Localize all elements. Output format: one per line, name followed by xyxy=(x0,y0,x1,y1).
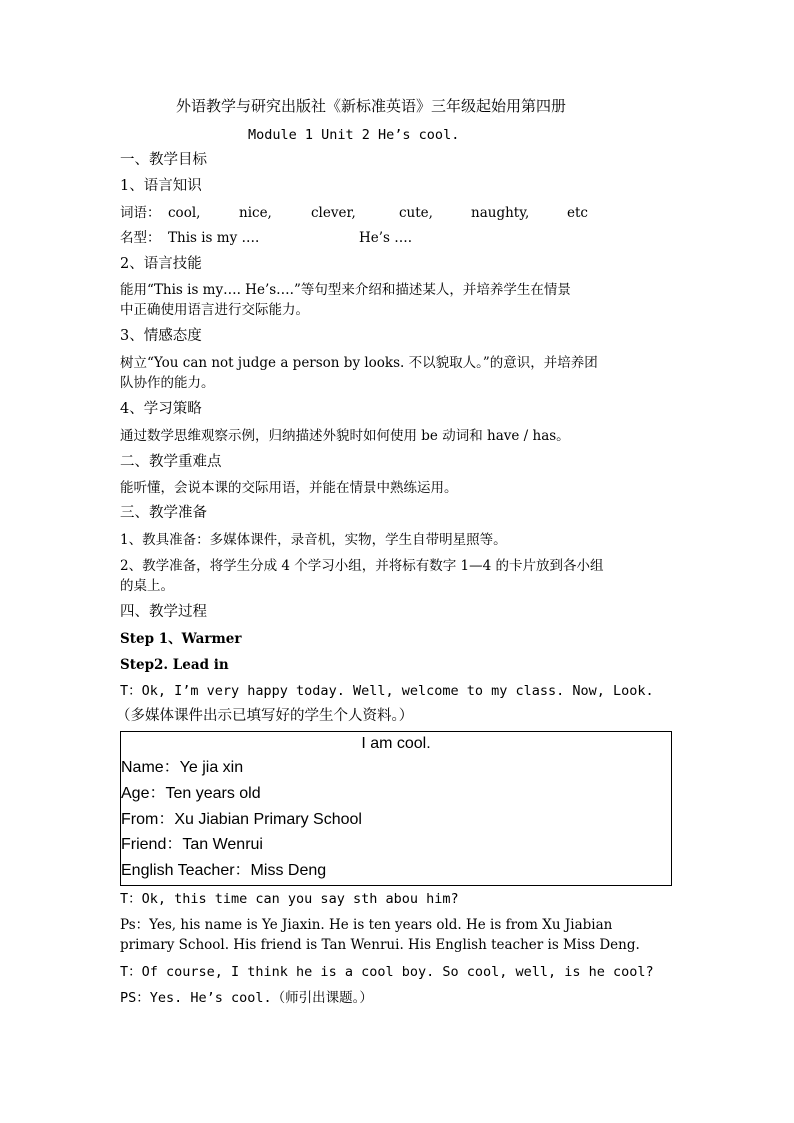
document-subtitle: Module 1 Unit 2 He’s cool. xyxy=(248,127,460,143)
preparation-item-2-line1: 2、教学准备，将学生分成 4 个学习小组，并将标有数字 1—4 的卡片放到各小组 xyxy=(120,558,604,574)
students-answer-2: PS：Yes. He’s cool.（师引出课题。） xyxy=(120,990,373,1006)
subheading-language-skills: 2、语言技能 xyxy=(120,256,202,272)
key-points-text: 能听懂，会说本课的交际用语，并能在情景中熟练运用。 xyxy=(120,480,458,496)
preparation-item-2-line2: 的桌上。 xyxy=(120,578,174,594)
document-title: 外语教学与研究出版社《新标准英语》三年级起始用第四册 xyxy=(176,97,567,115)
vocab-word: naughty, xyxy=(471,205,530,221)
student-profile-box xyxy=(120,731,672,886)
attitude-text-line1: 树立“You can not judge a person by looks. 不以貌取人。”的意识，并培养团 xyxy=(120,355,598,371)
section-heading-process: 四、教学过程 xyxy=(120,604,207,620)
subheading-language-knowledge: 1、语言知识 xyxy=(120,178,202,194)
profile-title: I am cool. xyxy=(361,735,431,752)
vocab-word: etc xyxy=(567,205,588,221)
note-multimedia: （多媒体课件出示已填写好的学生个人资料。） xyxy=(116,708,414,724)
skills-text-line2: 中正确使用语言进行交际能力。 xyxy=(120,302,309,318)
pattern-this-is-my: This is my …. xyxy=(168,230,260,246)
vocabulary-line xyxy=(120,203,680,223)
preparation-item-1: 1、教具准备：多媒体课件，录音机，实物，学生自带明星照等。 xyxy=(120,532,507,548)
students-answer-line2: primary School. His friend is Tan Wenrui. His English teacher is Miss Deng. xyxy=(120,937,640,953)
vocab-word: clever, xyxy=(311,205,356,221)
attitude-text-line2: 队协作的能力。 xyxy=(120,375,215,391)
subheading-attitude: 3、情感态度 xyxy=(120,328,202,344)
strategy-text: 通过数学思维观察示例，归纳描述外貌时如何使用 be 动词和 have / has。 xyxy=(120,428,570,444)
teacher-line-2: T：Ok, this time can you say sth abou him? xyxy=(120,891,459,907)
teacher-line-3: T：Of course, I think he is a cool boy. So cool, well, is he cool? xyxy=(120,964,654,980)
step-1-warmer: Step 1、Warmer xyxy=(120,631,242,647)
profile-english-teacher: English Teacher：Miss Deng xyxy=(121,862,327,879)
vocab-word: nice, xyxy=(239,205,272,221)
vocab-word: cute, xyxy=(399,205,433,221)
sentence-pattern-line xyxy=(120,228,680,248)
subheading-strategy: 4、学习策略 xyxy=(120,401,202,417)
section-heading-key-points: 二、教学重难点 xyxy=(120,454,222,470)
profile-from: From：Xu Jiabian Primary School xyxy=(121,811,362,828)
vocab-label: 词语： xyxy=(120,205,161,221)
section-heading-preparation: 三、教学准备 xyxy=(120,505,207,521)
vocab-word: cool, xyxy=(168,205,201,221)
profile-age: Age：Ten years old xyxy=(121,785,261,802)
pattern-label: 名型： xyxy=(120,230,161,246)
teacher-line-1: T：Ok, I’m very happy today. Well, welcome to my class. Now, Look. xyxy=(120,683,654,699)
step-2-lead-in: Step2. Lead in xyxy=(120,657,229,673)
profile-friend: Friend：Tan Wenrui xyxy=(121,836,263,853)
section-heading-goals: 一、教学目标 xyxy=(120,152,207,168)
students-answer-line1: Ps：Yes, his name is Ye Jiaxin. He is ten years old. He is from Xu Jiabian xyxy=(120,917,613,933)
pattern-hes: He’s …. xyxy=(359,230,413,246)
profile-name: Name：Ye jia xin xyxy=(121,759,244,776)
skills-text-line1: 能用“This is my…. He’s….”等句型来介绍和描述某人，并培养学生在情景 xyxy=(120,282,571,298)
